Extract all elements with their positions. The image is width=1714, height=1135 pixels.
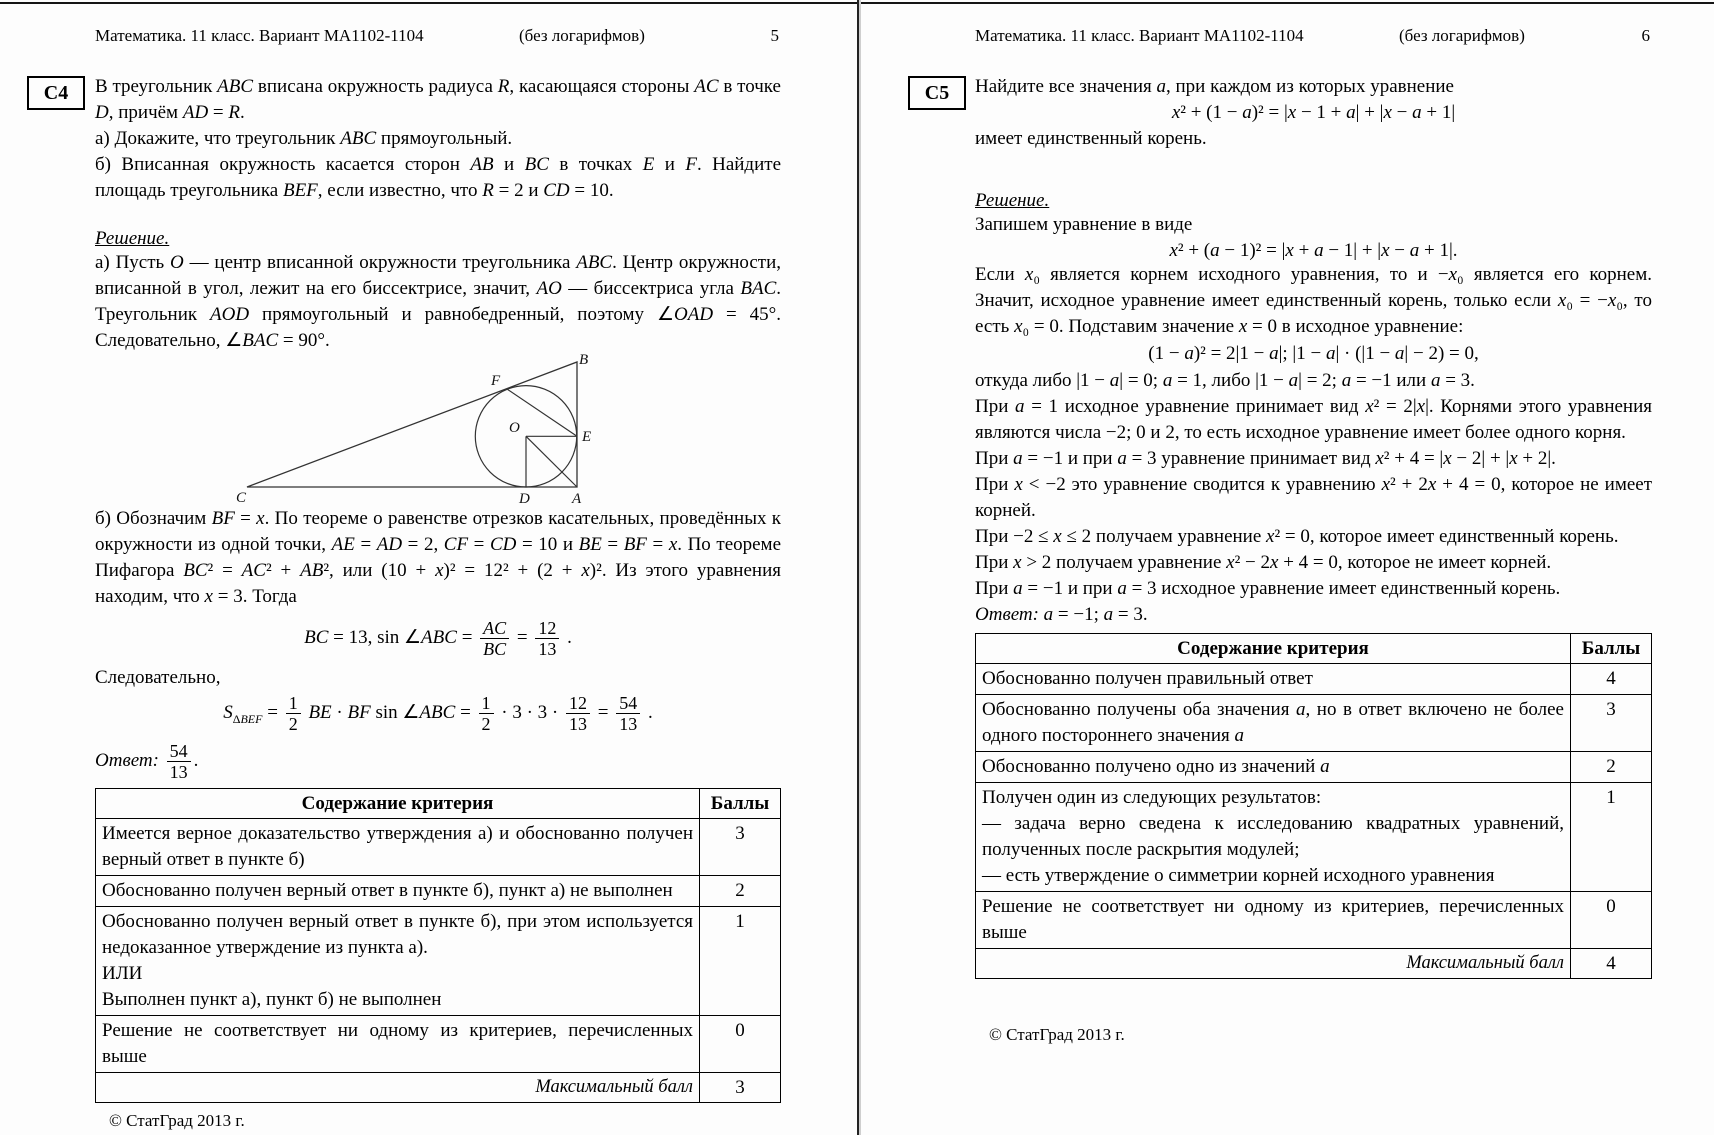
header-title: Математика. 11 класс. Вариант МА1102-1104 (95, 26, 424, 45)
criteria-cell (96, 906, 700, 1015)
formula-text: · 3 · 3 · (501, 702, 559, 724)
criteria-line: — задача верно сведена к исследованию квадратных уравнений, полученных после раскрытия модулей; (982, 813, 1564, 860)
table-header-row (976, 634, 1652, 664)
solution-intro-line: Запишем уравнение в виде (975, 214, 1193, 235)
formula-text: BC = 13, sin ∠ABC = (304, 627, 473, 649)
points-cell: 0 (1571, 892, 1652, 949)
criteria-cell: Обоснованно получены оба значения a, но в ответ включено не более одного постороннего значения a (976, 695, 1571, 752)
header-title: Математика. 11 класс. Вариант МА1102-1104 (975, 26, 1304, 45)
statement-equation: x² + (1 − a)² = |x − 1 + a| + |x − a + 1| (1171, 102, 1456, 123)
fraction: $\frac{12}{13}$ (566, 693, 590, 734)
table-row (976, 695, 1652, 752)
formula-area-bef (95, 693, 781, 734)
criteria-cell: Обоснованно получен правильный ответ (976, 664, 1571, 695)
vertex-label-e: E (582, 429, 592, 445)
equals-sign: = (267, 702, 278, 724)
copyright-text: © СтатГрад 2013 г. (989, 1025, 1125, 1044)
statement-line: В треугольник ABC вписана окружность радиуса R, касающаяся стороны AC в точке D, причём AD = R. (95, 76, 781, 123)
statement-line: Найдите все значения a, при каждом из которых уравнение (975, 76, 1454, 97)
points-cell: 4 (1571, 664, 1652, 695)
points-cell: 3 (1571, 695, 1652, 752)
solution-paragraph: При −2 ≤ x ≤ 2 получаем уравнение x² = 0, которое имеет единственный корень. (975, 526, 1619, 547)
fraction: $\frac{1}{2}$ (286, 693, 301, 734)
page-left (95, 0, 781, 1131)
table-row (976, 892, 1652, 949)
page-header (95, 26, 781, 52)
max-score-value: 4 (1571, 949, 1652, 979)
points-header: Баллы (700, 788, 781, 818)
criteria-cell (976, 783, 1571, 892)
table-row (96, 875, 781, 906)
problem-box-c4 (27, 76, 85, 110)
solution-paragraph: При a = 1 исходное уравнение принимает вид x² = 2|x|. Корнями этого уравнения являются числа −2; 0 и 2, то есть исходное уравнение имеет более одного корня. (975, 396, 1653, 443)
s-subscript: ΔBEF (232, 712, 263, 727)
header-mode: (без логарифмов) (1399, 26, 1525, 45)
table-row (96, 818, 781, 875)
answer-text: a = −1; a = 3. (1043, 604, 1148, 625)
s-symbol: S (223, 702, 233, 724)
statement-line: б) Вписанная окружность касается сторон AB и BC в точках E и F. Найдите площадь треугольника BEF, если известно, что R = 2 и CD = 10. (95, 154, 782, 201)
max-score-row (96, 1072, 781, 1102)
points-cell: 2 (700, 875, 781, 906)
problem-statement (975, 74, 1652, 152)
criteria-line: Обоснованно получен верный ответ в пункте б), при этом используется недоказанное утверждение из пункта а). (102, 910, 693, 958)
formula-bc (95, 618, 781, 659)
page-number: 6 (1641, 26, 1650, 45)
max-score-row (976, 949, 1652, 979)
vertex-label-d: D (519, 491, 530, 506)
criteria-table-c4 (95, 788, 781, 1103)
criteria-cell: Решение не соответствует ни одному из критериев, перечисленных выше (976, 892, 1571, 949)
table-row (976, 783, 1652, 892)
criteria-line: ИЛИ (102, 962, 143, 984)
points-header: Баллы (1571, 634, 1652, 664)
period: . (647, 702, 653, 724)
answer-line (95, 741, 781, 782)
criteria-cell: Обоснованно получено одно из значений a (976, 752, 1571, 783)
max-score-label: Максимальный балл (96, 1072, 700, 1102)
vertex-label-a: A (572, 491, 582, 506)
solution-paragraph-b: б) Обозначим BF = x. По теореме о равенстве отрезков касательных, проведённых к окружности из одной точки, AE = AD = 2, CF = CD = 10 и BE = BF = x. По теореме Пифагора BC² = AC² + AB², или (10 + x)² = 12² + (2 + x)². Из этого уравнения находим, что x = 3. Тогда (95, 508, 782, 607)
copyright-text: © СтатГрад 2013 г. (109, 1110, 245, 1130)
points-cell: 1 (1571, 783, 1652, 892)
points-cell: 2 (1571, 752, 1652, 783)
equals-sign: = (597, 702, 609, 724)
problem-statement (95, 74, 781, 204)
page-number: 5 (770, 26, 779, 45)
criteria-line: Выполнен пункт а), пункт б) не выполнен (102, 988, 442, 1010)
page-divider (857, 0, 861, 1135)
answer-label: Ответ: (975, 604, 1039, 625)
max-score-value: 3 (700, 1072, 781, 1102)
vertex-label-o: O (509, 420, 520, 436)
table-row (976, 752, 1652, 783)
statement-line: а) Докажите, что треугольник ABC прямоугольный. (95, 128, 513, 149)
solution-paragraph: Если x₀ является корнем исходного уравнения, то и −x₀ является его корнем. Значит, исходное уравнение имеет единственный корень, только если x₀ = −x₀, то есть x₀ = 0. Подставим значение x = 0 в исходное уравнение: (975, 264, 1652, 337)
vertex-label-c: C (236, 490, 247, 506)
solution-paragraph-a: а) Пусть O — центр вписанной окружности треугольника ABC. Центр окружности, вписанной в угол, лежит на его биссектрисе, значит, AO — биссектриса угла BAC. Треугольник AOD прямоугольный и равнобедренный, поэтому ∠OAD = 45°. Следовательно, ∠BAC = 90°. (95, 252, 782, 351)
triangle-abc (247, 362, 577, 487)
solution-heading: Решение. (95, 228, 170, 249)
connective-line: Следовательно, (95, 667, 221, 689)
problem-box-c5 (908, 76, 966, 110)
period: . (193, 749, 199, 771)
answer-label: Ответ: (95, 749, 159, 771)
fraction: $\frac{54}{13}$ (167, 741, 191, 782)
points-cell: 0 (700, 1015, 781, 1072)
points-cell: 1 (700, 906, 781, 1015)
criteria-line: — есть утверждение о симметрии корней исходного уравнения (982, 865, 1495, 886)
equals-sign: = (516, 627, 528, 649)
page-header (975, 26, 1652, 52)
solution-paragraph: При x > 2 получаем уравнение x² − 2x + 4 = 0, которое не имеет корней. (975, 552, 1552, 573)
criteria-cell: Имеется верное доказательство утверждения а) и обоснованно получен верный ответ в пункте б) (96, 818, 700, 875)
vertex-label-f: F (491, 373, 501, 389)
problem-label: С5 (924, 81, 950, 104)
table-row (96, 1015, 781, 1072)
fraction: $\frac{12}{13}$ (535, 618, 559, 659)
formula-text: BE · BF sin ∠ABC = (308, 702, 471, 724)
criteria-table-c5 (975, 633, 1652, 979)
equation-rewritten: x² + (a − 1)² = |x + a − 1| + |x − a + 1|. (1169, 240, 1458, 261)
fraction: $\frac{1}{2}$ (479, 693, 494, 734)
criteria-header: Содержание критерия (976, 634, 1571, 664)
solution-paragraph: При a = −1 и при a = 3 уравнение принимает вид x² + 4 = |x − 2| + |x + 2|. (975, 448, 1556, 469)
fraction: $\frac{AC}{BC}$ (480, 618, 509, 659)
vertex-label-b: B (579, 354, 589, 368)
solution-paragraph: При a = −1 и при a = 3 исходное уравнение имеет единственный корень. (975, 578, 1561, 599)
table-header-row (96, 788, 781, 818)
problem-label: С4 (43, 81, 69, 104)
solution-paragraph: При x < −2 это уравнение сводится к уравнению x² + 2x + 4 = 0, которое не имеет корней. (975, 474, 1653, 521)
period: . (567, 627, 572, 649)
solution-heading: Решение. (975, 190, 1050, 211)
table-row (976, 664, 1652, 695)
statement-line: имеет единственный корень. (975, 128, 1207, 149)
criteria-header: Содержание критерия (96, 788, 700, 818)
table-row (96, 906, 781, 1015)
criteria-cell: Обоснованно получен верный ответ в пункте б), пункт а) не выполнен (96, 875, 700, 906)
solution-paragraph: откуда либо |1 − a| = 0; a = 1, либо |1 − a| = 2; a = −1 или a = 3. (975, 370, 1475, 391)
fraction: $\frac{54}{13}$ (616, 693, 640, 734)
page-right (975, 0, 1652, 1045)
criteria-line: Получен один из следующих результатов: (982, 787, 1322, 808)
points-cell: 3 (700, 818, 781, 875)
header-mode: (без логарифмов) (519, 26, 645, 45)
answer-line (975, 602, 1652, 628)
equation-substituted: (1 − a)² = 2|1 − a|; |1 − a| · (|1 − a| − 2) = 0, (1148, 343, 1479, 364)
max-score-label: Максимальный балл (976, 949, 1571, 979)
geometry-figure (230, 354, 650, 506)
criteria-cell: Решение не соответствует ни одному из критериев, перечисленных выше (96, 1015, 700, 1072)
